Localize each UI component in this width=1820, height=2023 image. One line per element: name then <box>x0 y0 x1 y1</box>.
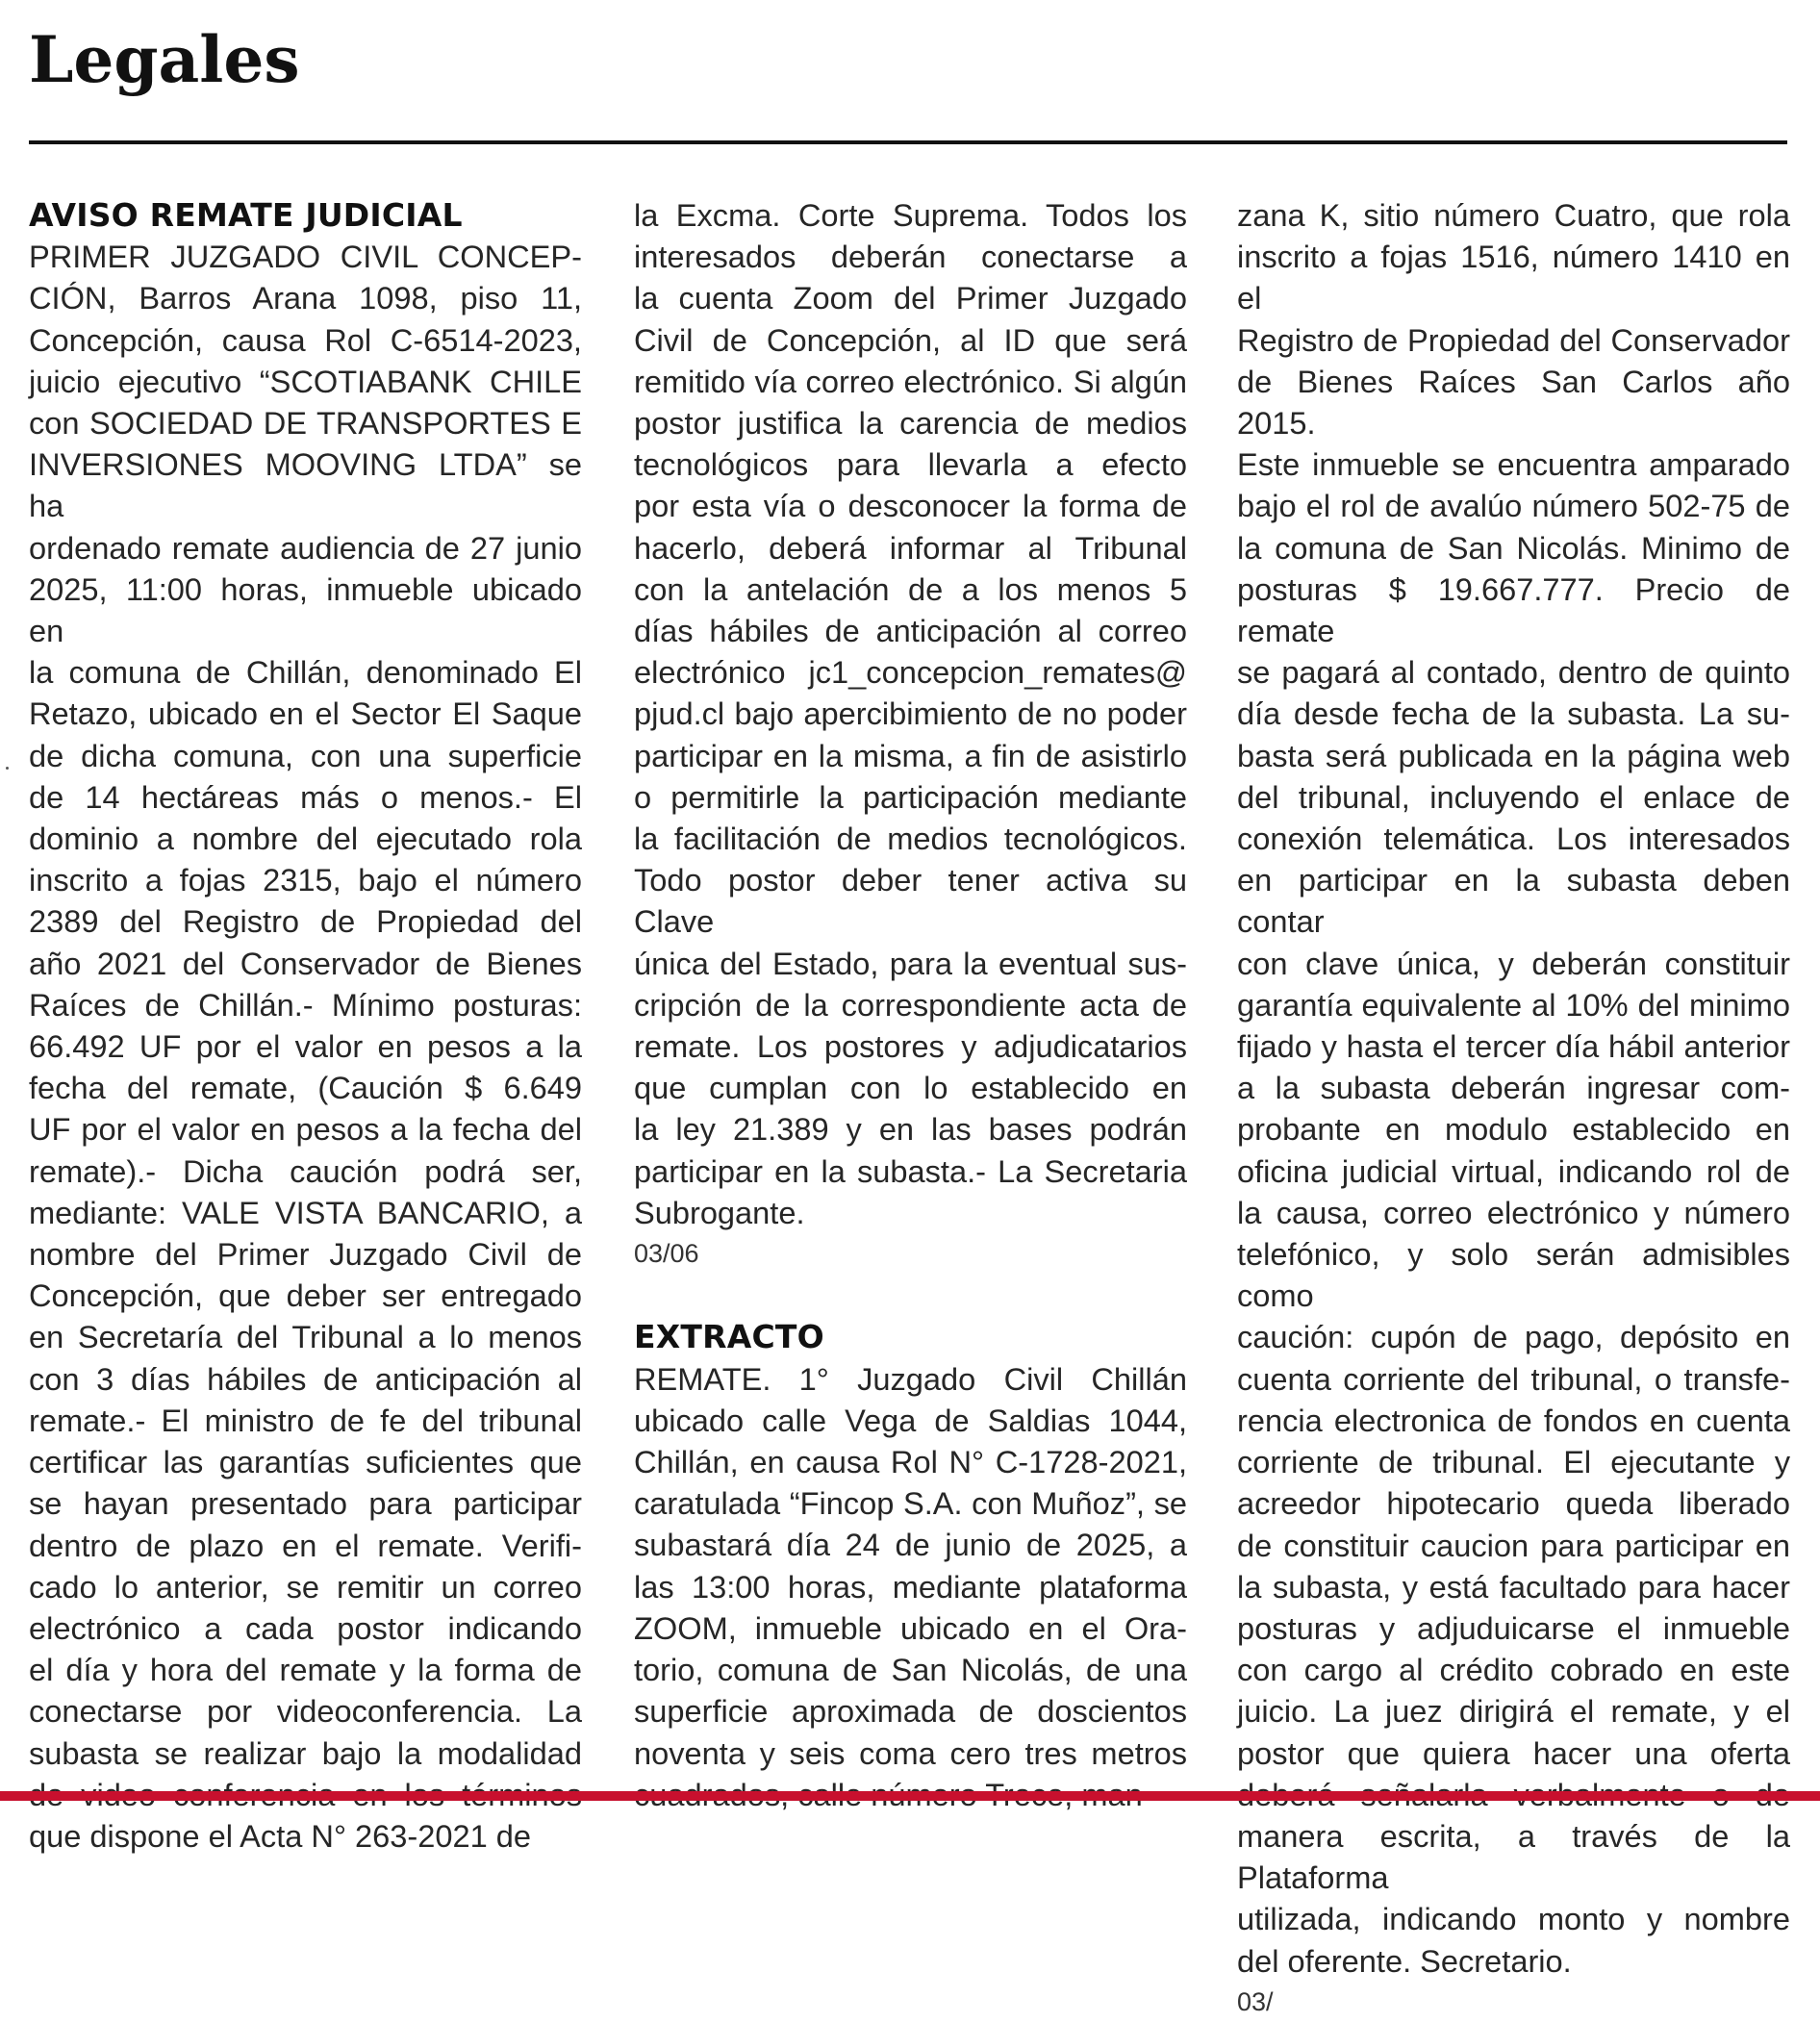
text-line: de constituir caucion para participar en <box>1237 1527 1790 1563</box>
text-line: torio, comuna de San Nicolás, de una <box>634 1652 1187 1688</box>
text-line: Concepción, causa Rol C-6514-2023, <box>29 321 582 358</box>
stray-mark <box>6 767 9 770</box>
text-line: la ley 21.389 y en las bases podrán <box>634 1111 1187 1148</box>
notice-body <box>634 1358 1187 1815</box>
text-line: la causa, correo electrónico y número <box>1237 1194 1790 1230</box>
text-line: con SOCIEDAD DE TRANSPORTES E <box>29 405 582 442</box>
section-title: Legales <box>29 22 300 97</box>
text-line: Chillán, en causa Rol N° C-1728-2021, <box>634 1444 1187 1480</box>
publication-ref: 03/06 <box>634 1239 699 1269</box>
text-line: conectarse por videoconferencia. La <box>29 1693 582 1730</box>
text-line: hacerlo, deberá informar al Tribunal <box>634 529 1187 566</box>
text-line: de dicha comuna, con una superficie <box>29 737 582 773</box>
text-line: postor justifica la carencia de medios <box>634 405 1187 442</box>
text-line: inscrito a fojas 1516, número 1410 en el <box>1237 239 1790 316</box>
text-line: probante en modulo establecido en <box>1237 1111 1790 1148</box>
text-line: Registro de Propiedad del Conservador <box>1237 321 1790 358</box>
text-line: la subasta, y está facultado para hacer <box>1237 1568 1790 1605</box>
text-line: UF por el valor en pesos a la fecha del <box>29 1111 582 1148</box>
notice-aviso-remate-continued <box>634 194 1187 1275</box>
text-line: en Secretaría del Tribunal a lo menos <box>29 1319 582 1355</box>
text-line: oficina judicial virtual, indicando rol de <box>1237 1152 1790 1189</box>
text-line: remitido vía correo electrónico. Si algún <box>634 363 1187 399</box>
text-line: se hayan presentado para participar <box>29 1485 582 1522</box>
text-line: nombre del Primer Juzgado Civil de <box>29 1236 582 1273</box>
column-3 <box>1237 194 1790 2023</box>
text-line: bajo el rol de avalúo número 502-75 de <box>1237 488 1790 524</box>
text-line: Subrogante. <box>634 1194 805 1230</box>
text-line: fijado y hasta el tercer día hábil anterior <box>1237 1028 1790 1065</box>
text-line: con 3 días hábiles de anticipación al <box>29 1360 582 1397</box>
notice-aviso-remate <box>29 194 582 1857</box>
text-line: certificar las garantías suficientes que <box>29 1444 582 1480</box>
text-line: acreedor hipotecario queda liberado <box>1237 1485 1790 1522</box>
text-line: corriente de tribunal. El ejecutante y <box>1237 1444 1790 1480</box>
text-line: a la subasta deberán ingresar com- <box>1237 1070 1790 1106</box>
text-line: remate.- El ministro de fe del tribunal <box>29 1402 582 1438</box>
column-2 <box>634 194 1187 1815</box>
text-line: la comuna de Chillán, denominado El <box>29 654 582 691</box>
text-line: postor que quiera hacer una oferta <box>1237 1734 1790 1771</box>
text-line: de Bienes Raíces San Carlos año 2015. <box>1237 363 1790 442</box>
text-line: participar en la misma, a fin de asistirlo <box>634 737 1187 773</box>
title-rule <box>29 140 1787 144</box>
text-line: la facilitación de medios tecnológicos. <box>634 821 1187 857</box>
text-line: día desde fecha de la subasta. La su- <box>1237 695 1790 732</box>
notice-extracto-continued <box>1237 194 1790 2023</box>
text-line: zana K, sitio número Cuatro, que rola <box>1237 197 1790 233</box>
notice-heading: EXTRACTO <box>634 1318 824 1356</box>
text-line: REMATE. 1° Juzgado Civil Chillán <box>634 1360 1187 1397</box>
bottom-accent-bar <box>0 1791 1820 1801</box>
text-line: se pagará al contado, dentro de quinto <box>1237 654 1790 691</box>
text-line: inscrito a fojas 2315, bajo el número <box>29 862 582 898</box>
text-line: del oferente. Secretario. <box>1237 1942 1572 1979</box>
text-line: basta será publicada en la página web <box>1237 737 1790 773</box>
text-line: electrónico a cada postor indicando <box>29 1609 582 1646</box>
column-1 <box>29 194 582 1857</box>
text-line: que cumplan con lo establecido en <box>634 1070 1187 1106</box>
text-line: subasta se realizar bajo la modalidad <box>29 1734 582 1771</box>
text-line: tecnológicos para llevarla a efecto <box>634 446 1187 483</box>
text-line: la Excma. Corte Suprema. Todos los <box>634 197 1187 233</box>
text-line: juicio ejecutivo “SCOTIABANK CHILE <box>29 363 582 399</box>
text-line: el día y hora del remate y la forma de <box>29 1652 582 1688</box>
text-line: electrónico jc1_concepcion_remates@ <box>634 654 1187 691</box>
text-line: INVERSIONES MOOVING LTDA” se ha <box>29 446 582 524</box>
text-line: fecha del remate, (Caución $ 6.649 <box>29 1070 582 1106</box>
text-line: Raíces de Chillán.- Mínimo posturas: <box>29 986 582 1023</box>
text-line: la cuenta Zoom del Primer Juzgado <box>634 280 1187 316</box>
notice-extracto <box>634 1316 1187 1814</box>
text-line: año 2021 del Conservador de Bienes <box>29 945 582 981</box>
text-line: la comuna de San Nicolás. Minimo de <box>1237 529 1790 566</box>
text-line: caratulada “Fincop S.A. con Muñoz”, se <box>634 1485 1187 1522</box>
text-line: días hábiles de anticipación al correo <box>634 613 1187 649</box>
text-line: con cargo al crédito cobrado en este <box>1237 1652 1790 1688</box>
notice-body <box>29 236 582 1857</box>
text-line: garantía equivalente al 10% del minimo <box>1237 986 1790 1023</box>
text-line: interesados deberán conectarse a <box>634 239 1187 275</box>
text-line: cado lo anterior, se remitir un correo <box>29 1568 582 1605</box>
text-line: Concepción, que deber ser entregado <box>29 1277 582 1314</box>
text-line: Este inmueble se encuentra amparado <box>1237 446 1790 483</box>
notice-heading: AVISO REMATE JUDICIAL <box>29 196 463 234</box>
text-line: superficie aproximada de doscientos <box>634 1693 1187 1730</box>
publication-ref: 03/ <box>1237 1986 1274 2016</box>
text-line: ZOOM, inmueble ubicado en el Ora- <box>634 1609 1187 1646</box>
text-line: Todo postor deber tener activa su Clave <box>634 862 1187 940</box>
text-line: en participar en la subasta deben contar <box>1237 862 1790 940</box>
text-line: cripción de la correspondiente acta de <box>634 986 1187 1023</box>
text-line: 66.492 UF por el valor en pesos a la <box>29 1028 582 1065</box>
text-line: ubicado calle Vega de Saldias 1044, <box>634 1402 1187 1438</box>
text-line: rencia electronica de fondos en cuenta <box>1237 1402 1790 1438</box>
text-line: pjud.cl bajo apercibimiento de no poder <box>634 695 1187 732</box>
text-line: utilizada, indicando monto y nombre <box>1237 1901 1790 1937</box>
text-line: participar en la subasta.- La Secretaria <box>634 1152 1187 1189</box>
text-line: única del Estado, para la eventual sus- <box>634 945 1187 981</box>
text-line: juicio. La juez dirigirá el remate, y el <box>1237 1693 1790 1730</box>
text-line: subastará día 24 de junio de 2025, a <box>634 1527 1187 1563</box>
text-line: ordenado remate audiencia de 27 junio <box>29 529 582 566</box>
text-line: telefónico, y solo serán admisibles como <box>1237 1236 1790 1314</box>
text-line: cuenta corriente del tribunal, o transfe- <box>1237 1360 1790 1397</box>
text-line: Retazo, ubicado en el Sector El Saque <box>29 695 582 732</box>
notice-spacer <box>634 1275 1187 1316</box>
text-line: de 14 hectáreas más o menos.- El <box>29 778 582 815</box>
text-line: mediante: VALE VISTA BANCARIO, a <box>29 1194 582 1230</box>
text-line: que dispone el Acta N° 263-2021 de <box>29 1817 531 1854</box>
text-line: con clave única, y deberán constituir <box>1237 945 1790 981</box>
text-line: por esta vía o desconocer la forma de <box>634 488 1187 524</box>
text-line: 2025, 11:00 horas, inmueble ubicado en <box>29 570 582 649</box>
text-line: conexión telemática. Los interesados <box>1237 821 1790 857</box>
text-line: remate. Los postores y adjudicatarios <box>634 1028 1187 1065</box>
text-line: manera escrita, a través de la Plataforma <box>1237 1817 1790 1896</box>
notice-body <box>634 194 1187 1233</box>
text-line: CIÓN, Barros Arana 1098, piso 11, <box>29 280 582 316</box>
text-line: del tribunal, incluyendo el enlace de <box>1237 778 1790 815</box>
text-line: PRIMER JUZGADO CIVIL CONCEP- <box>29 239 582 275</box>
text-line: Civil de Concepción, al ID que será <box>634 321 1187 358</box>
notice-body <box>1237 194 1790 1982</box>
text-line: o permitirle la participación mediante <box>634 778 1187 815</box>
text-line: posturas y adjuduicarse el inmueble <box>1237 1609 1790 1646</box>
text-line: remate).- Dicha caución podrá ser, <box>29 1152 582 1189</box>
text-line: posturas $ 19.667.777. Precio de remate <box>1237 570 1790 649</box>
text-line: con la antelación de a los menos 5 <box>634 570 1187 607</box>
text-line: noventa y seis coma cero tres metros <box>634 1734 1187 1771</box>
text-line: dentro de plazo en el remate. Verifi- <box>29 1527 582 1563</box>
text-line: 2389 del Registro de Propiedad del <box>29 903 582 940</box>
text-line: dominio a nombre del ejecutado rola <box>29 821 582 857</box>
text-line: caución: cupón de pago, depósito en <box>1237 1319 1790 1355</box>
text-line: las 13:00 horas, mediante plataforma <box>634 1568 1187 1605</box>
